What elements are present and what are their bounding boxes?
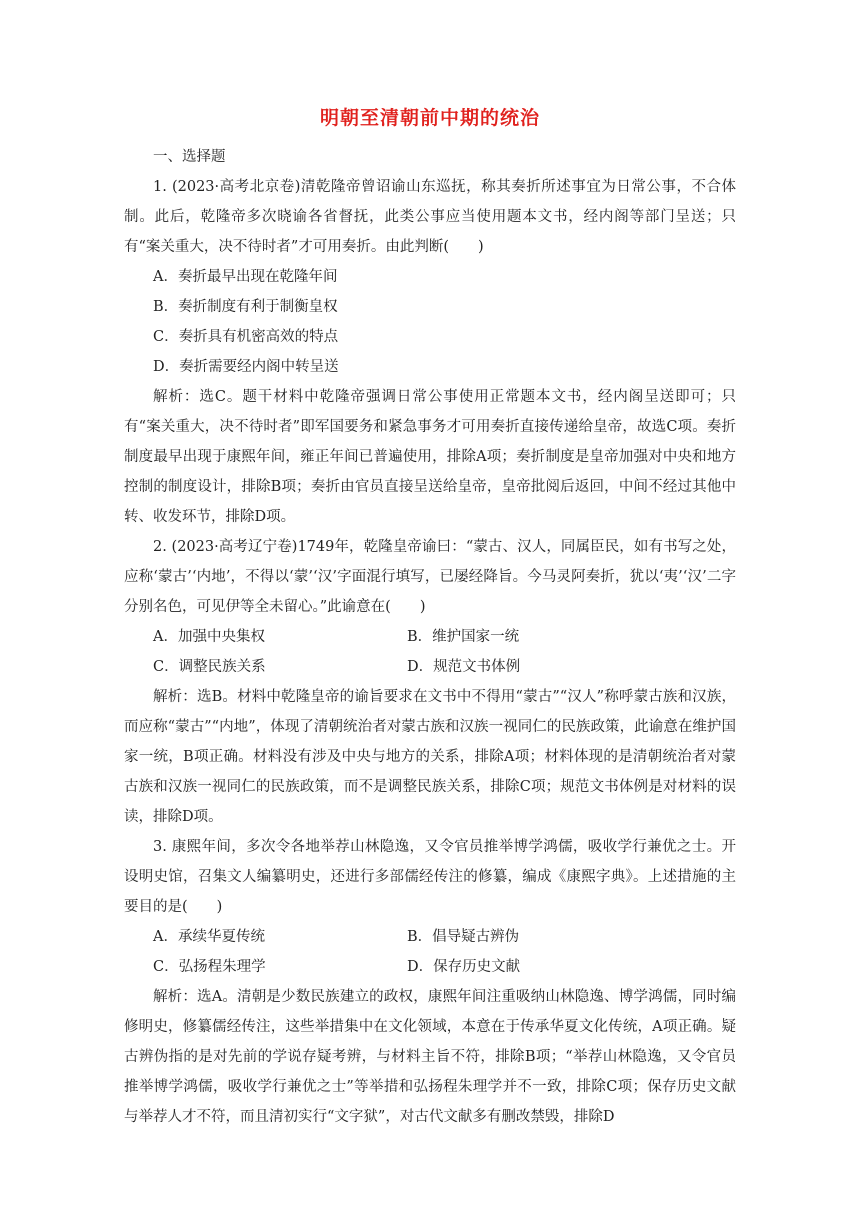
question-1-stem: 1. (2023·高考北京卷)清乾隆帝曾诏谕山东巡抚，称其奏折所述事宜为日常公事，不合体制。此后，乾隆帝多次晓谕各省督抚，此类公事应当使用题本文书，经内阁等部门呈送；只有“案关重大，决不待时者”才可用奏折。由此判断( ) [124,179,736,255]
question-2-options-row-2 [124,652,736,682]
question-2-option-c: C．调整民族关系 [153,659,266,675]
section-heading: 一、选择题 [153,149,226,165]
question-2-options-row-1 [124,622,736,652]
question-3-options-row-1 [124,922,736,952]
question-1-option-a: A．奏折最早出现在乾隆年间 [153,269,338,285]
question-2-option-a: A．加强中央集权 [153,629,265,645]
question-3-analysis: 解析：选A。清朝是少数民族建立的政权，康熙年间注重吸纳山林隐逸、博学鸿儒，同时编修明史，修纂儒经传注，这些举措集中在文化领域，本意在于传承华夏文化传统，A项正确。疑古辨伪指的是对先前的学说存疑考辨，与材料主旨不符，排除B项；“举荐山林隐逸，又令官员推举博学鸿儒，吸收学行兼优之士”等举措和弘扬程朱理学并不一致，排除C项；保存历史文献与举荐人才不符，而且清初实行“文字狱”，对古代文献多有删改禁毁，排除D [124,989,736,1125]
question-2-option-d: D．规范文书体例 [407,659,521,675]
question-3-stem: 3. 康熙年间，多次令各地举荐山林隐逸，又令官员推举博学鸿儒，吸收学行兼优之士。开设明史馆，召集文人编纂明史，还进行多部儒经传注的修纂，编成《康熙字典》。上述措施的主要目的是( ) [124,839,736,915]
question-2-option-b: B．维护国家一统 [407,629,520,645]
question-1-option-b: B．奏折制度有利于制衡皇权 [153,299,338,315]
document-body [124,142,736,1132]
question-3-option-b: B．倡导疑古辨伪 [407,929,520,945]
question-3-option-c: C．弘扬程朱理学 [153,959,266,975]
document-title: 明朝至清朝前中期的统治 [319,107,540,129]
question-2-stem: 2. (2023·高考辽宁卷)1749年，乾隆皇帝谕曰：“蒙古、汉人，同属臣民，如有书写之处，应称‘蒙古’‘内地’，不得以‘蒙’‘汉’字面混行填写，已屡经降旨。今马灵阿奏折，犹以‘夷’‘汉’二字分别名色，可见伊等全未留心。”此谕意在( ) [124,539,736,615]
question-1-option-c: C．奏折具有机密高效的特点 [153,329,339,345]
question-3-option-d: D．保存历史文献 [407,959,521,975]
question-1-option-d: D．奏折需要经内阁中转呈送 [153,359,339,375]
question-3-option-a: A．承续华夏传统 [153,929,265,945]
question-3-options-row-2 [124,952,736,982]
question-1-analysis: 解析：选C。题干材料中乾隆帝强调日常公事使用正常题本文书，经内阁呈送即可；只有“案关重大，决不待时者”即军国要务和紧急事务才可用奏折直接传递给皇帝，故选C项。奏折制度最早出现于康熙年间，雍正年间已普遍使用，排除A项；奏折制度是皇帝加强对中央和地方控制的制度设计，排除B项；奏折由官员直接呈送给皇帝，皇帝批阅后返回，中间不经过其他中转、收发环节，排除D项。 [124,389,736,525]
question-2-analysis: 解析：选B。材料中乾隆皇帝的谕旨要求在文书中不得用“蒙古”“汉人”称呼蒙古族和汉族，而应称“蒙古”“内地”，体现了清朝统治者对蒙古族和汉族一视同仁的民族政策，此谕意在维护国家一统，B项正确。材料没有涉及中央与地方的关系，排除A项；材料体现的是清朝统治者对蒙古族和汉族一视同仁的民族政策，而不是调整民族关系，排除C项；规范文书体例是对材料的误读，排除D项。 [124,689,736,825]
